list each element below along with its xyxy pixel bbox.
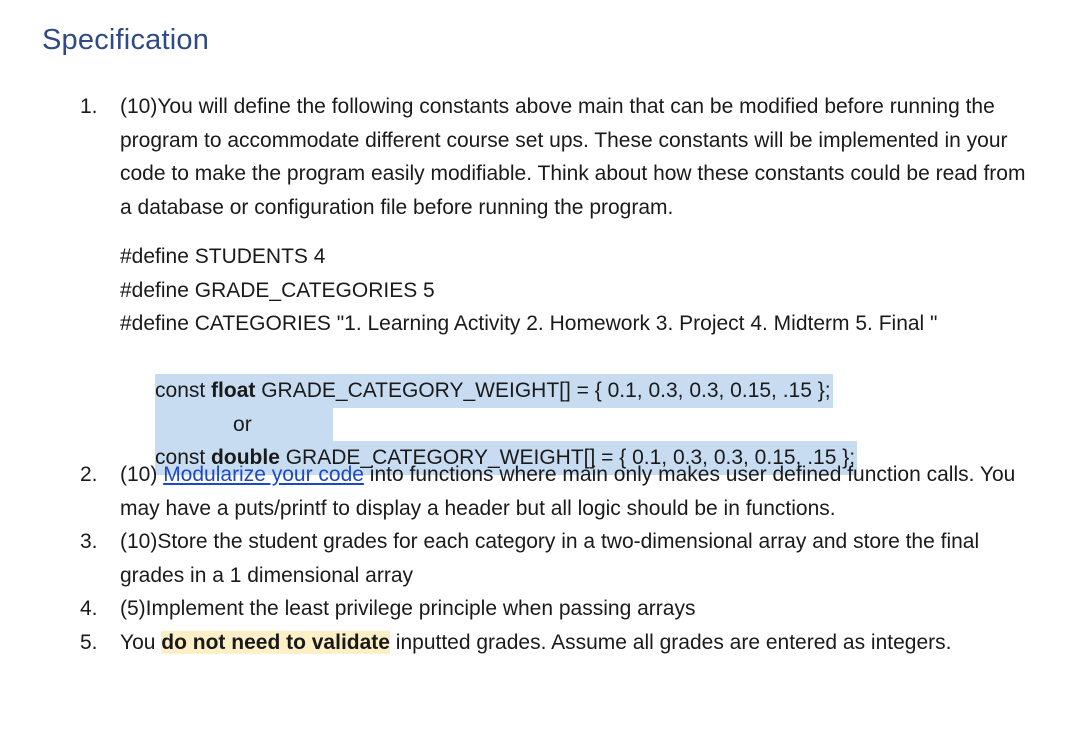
code-block [80,240,1040,469]
list-item-text: (5)Implement the least privilege principle when passing arrays [120,597,696,620]
requirements-list [80,458,1040,659]
specification-document [80,90,1040,659]
list-number: 2. [80,463,98,486]
list-item-4 [80,592,1040,626]
or-separator: or [155,408,333,442]
highlighted-phrase: do not need to validate [161,630,390,654]
modularize-link[interactable]: Modularize your code [163,463,364,486]
list-item-3 [80,525,1040,592]
list-item-1 [80,90,1040,224]
list-item-text: You do not need to validate inputted grades. Assume all grades are entered as integers. [120,630,952,654]
code-line-float-weights [120,341,1040,402]
code-line-grade-categories: #define GRADE_CATEGORIES 5 [120,278,435,302]
type-keyword-float: float [211,379,256,402]
list-item-2 [80,458,1040,525]
highlighted-code: const double GRADE_CATEGORY_WEIGHT[] = { 0.1, 0.3, 0.3, 0.15, .15 }; [155,441,857,475]
page-title: Specification [42,24,210,56]
list-item-text: (10)You will define the following constants above main that can be modified before running the program to accommodate different course set ups. These constants will be implemented in your code to make the program easily modifiable. Think about how these constants could be read from a database or configuration file before running the program. [120,95,1026,219]
code-line-students: #define STUDENTS 4 [120,245,326,268]
highlighted-code: const float GRADE_CATEGORY_WEIGHT[] = { 0.1, 0.3, 0.3, 0.15, .15 }; [155,374,833,408]
code-line-categories: #define CATEGORIES "1. Learning Activity 2. Homework 3. Project 4. Midterm 5. Final " [120,312,938,335]
list-item-text: (10) Modularize your code into functions where main only makes user defined function calls. You may have a puts/printf to display a header but all logic should be in functions. [120,463,1016,520]
list-number: 4. [80,597,98,620]
list-item-text: (10)Store the student grades for each category in a two-dimensional array and store the final grades in a 1 dimensional array [120,530,980,587]
list-number: 5. [80,630,98,654]
list-number: 1. [80,95,98,118]
type-keyword-double: double [211,446,280,469]
list-item-5 [80,626,1040,660]
list-number: 3. [80,530,98,553]
